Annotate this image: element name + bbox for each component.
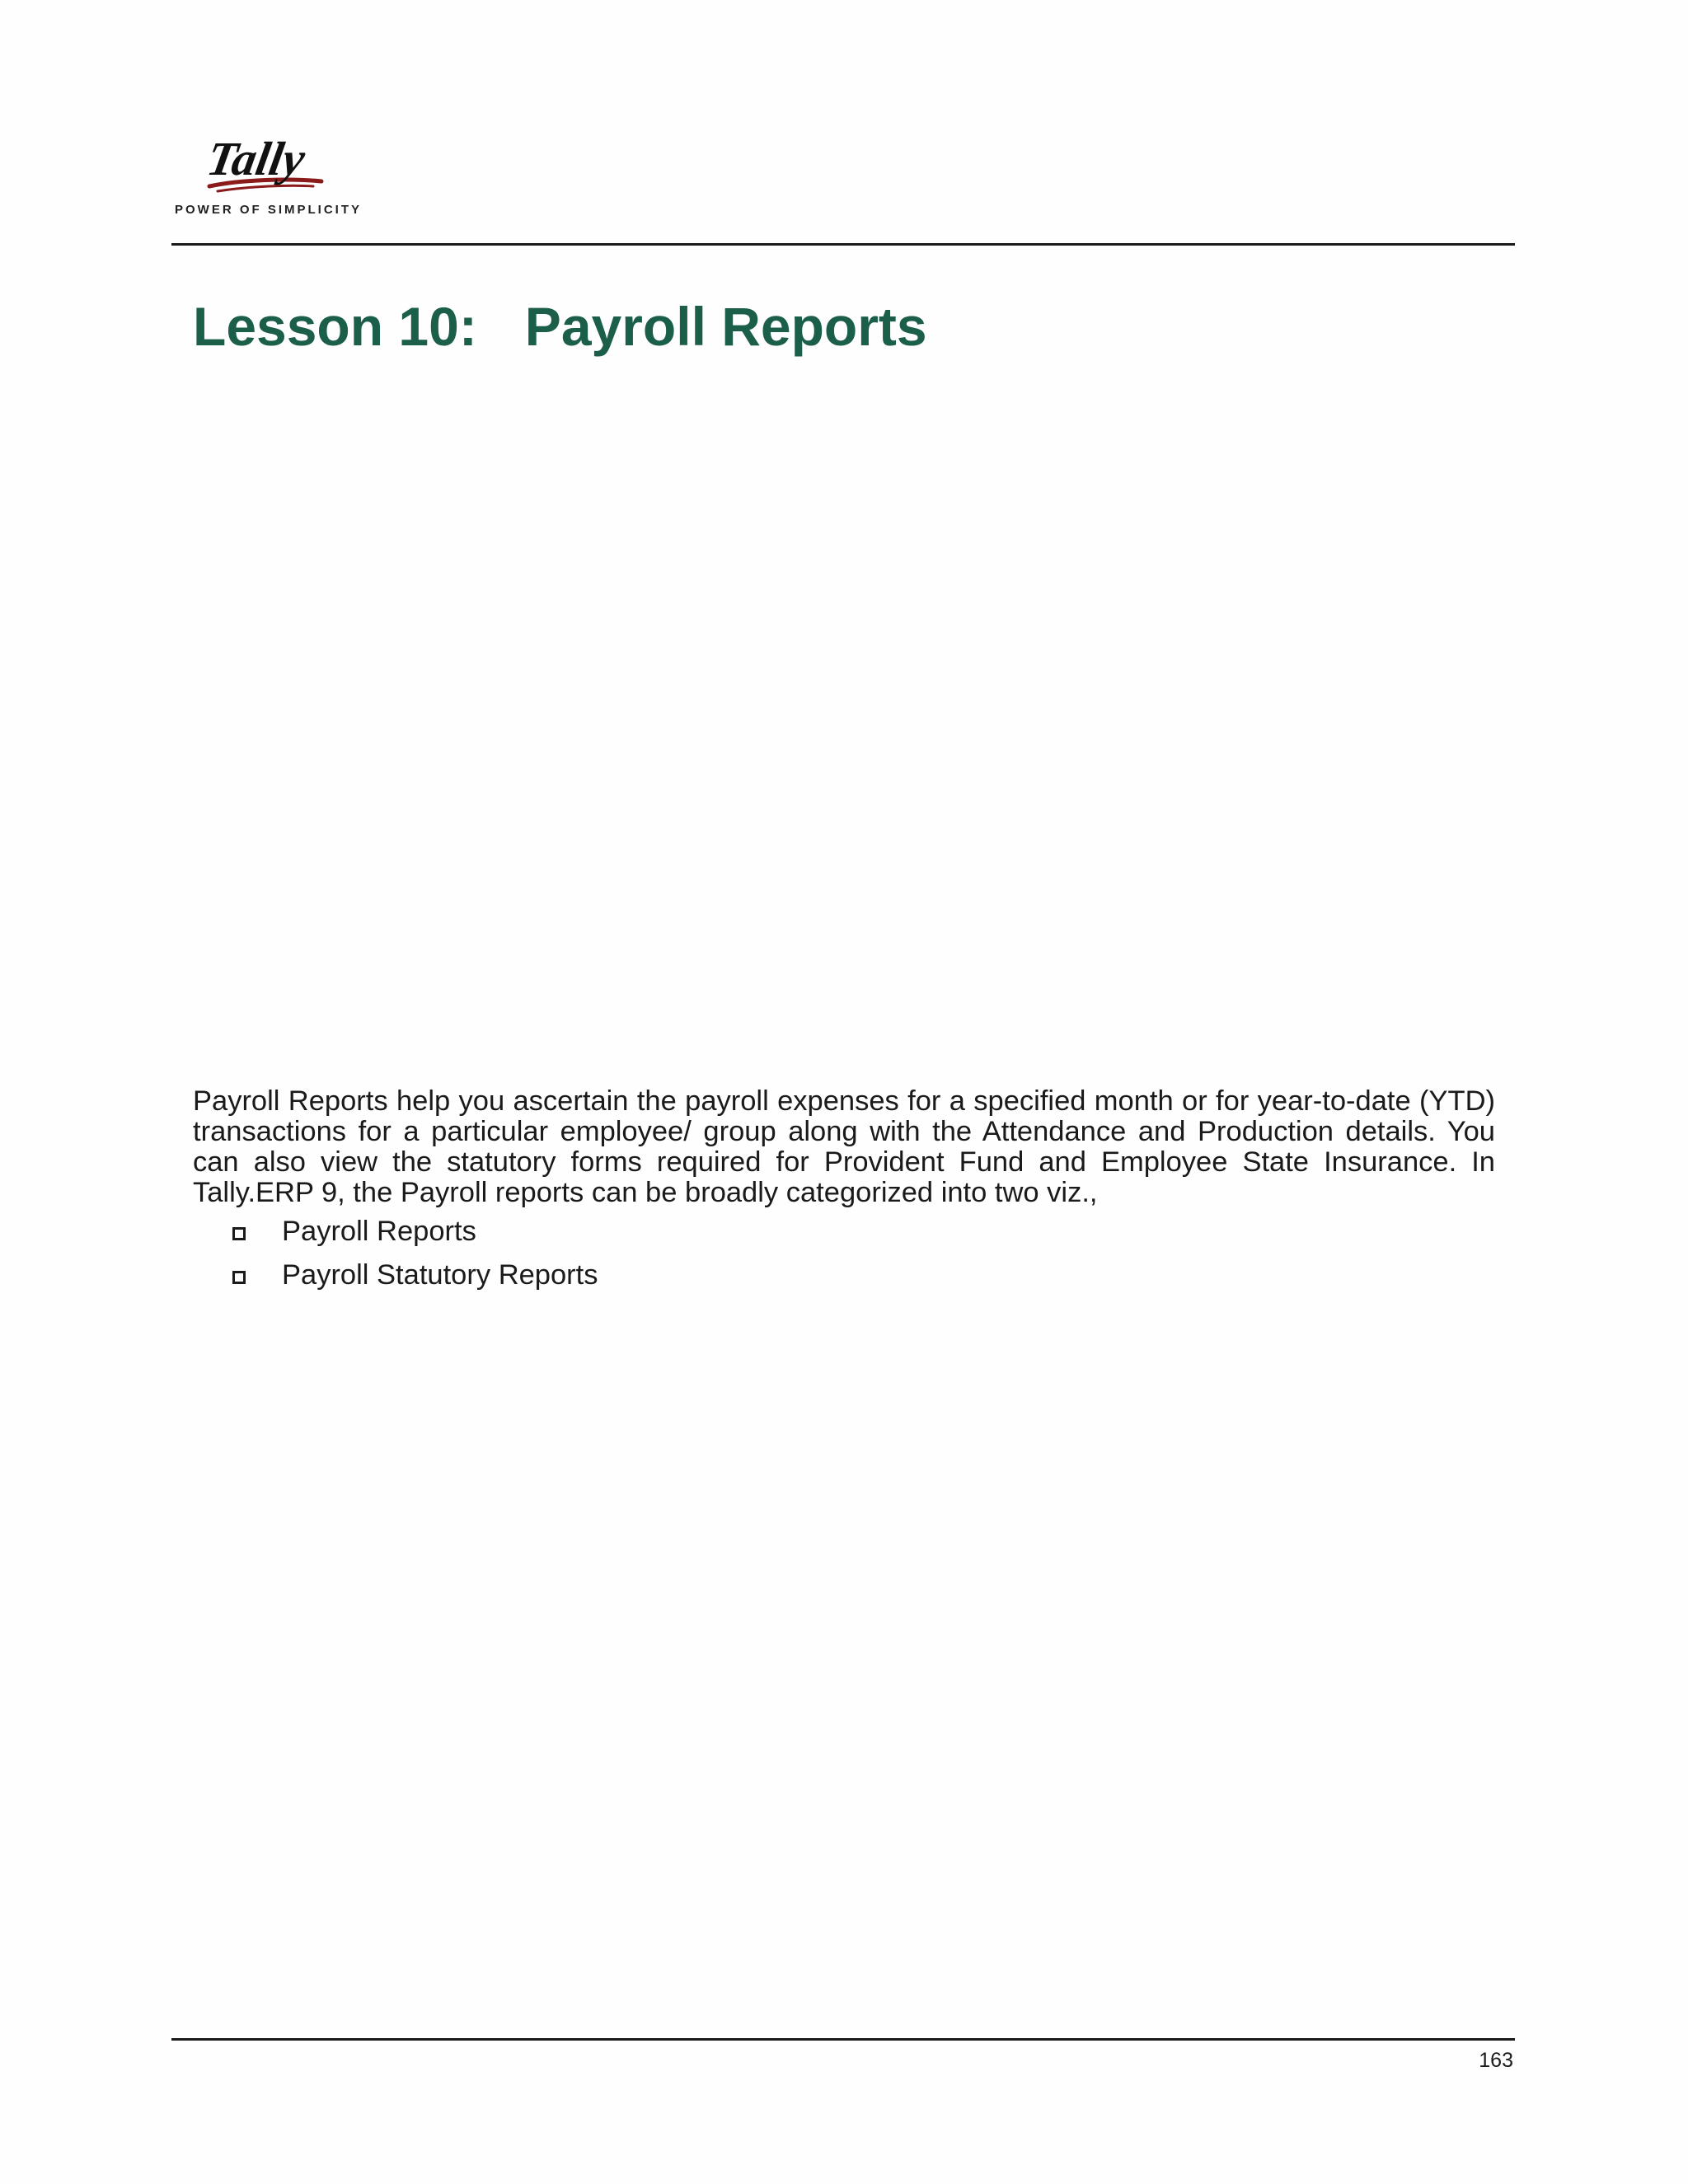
intro-paragraph: Payroll Reports help you ascertain the payroll expenses for a specified month or for year-to-date (YTD) transactions for a particular employee/ group along with the Attendance and Production details. You can also view the statutory forms required for Provident Fund and Employee State Insurance. In Tally.ERP 9, the Payroll reports can be broadly categorized into two viz.,: [193, 1085, 1495, 1208]
tally-logo-mark: [175, 132, 373, 201]
lesson-number: Lesson 10:: [193, 296, 477, 357]
report-category-list: [231, 1216, 598, 1304]
hollow-square-bullet-icon: [232, 1227, 246, 1240]
tally-logo-wordmark: Tally: [203, 132, 309, 185]
footer-rule: [171, 2038, 1515, 2041]
page-number: 163: [1479, 2049, 1513, 2072]
list-item: [231, 1216, 598, 1247]
list-item-label: Payroll Reports: [282, 1216, 476, 1247]
list-item-label: Payroll Statutory Reports: [282, 1259, 598, 1291]
logo-tagline: POWER OF SIMPLICITY: [175, 203, 363, 217]
hollow-square-bullet-icon: [232, 1271, 246, 1284]
header-rule: [171, 243, 1515, 246]
lesson-title: [193, 295, 927, 358]
lesson-heading: Payroll Reports: [524, 296, 927, 357]
list-item: [231, 1260, 598, 1291]
tally-logo: [175, 132, 373, 223]
